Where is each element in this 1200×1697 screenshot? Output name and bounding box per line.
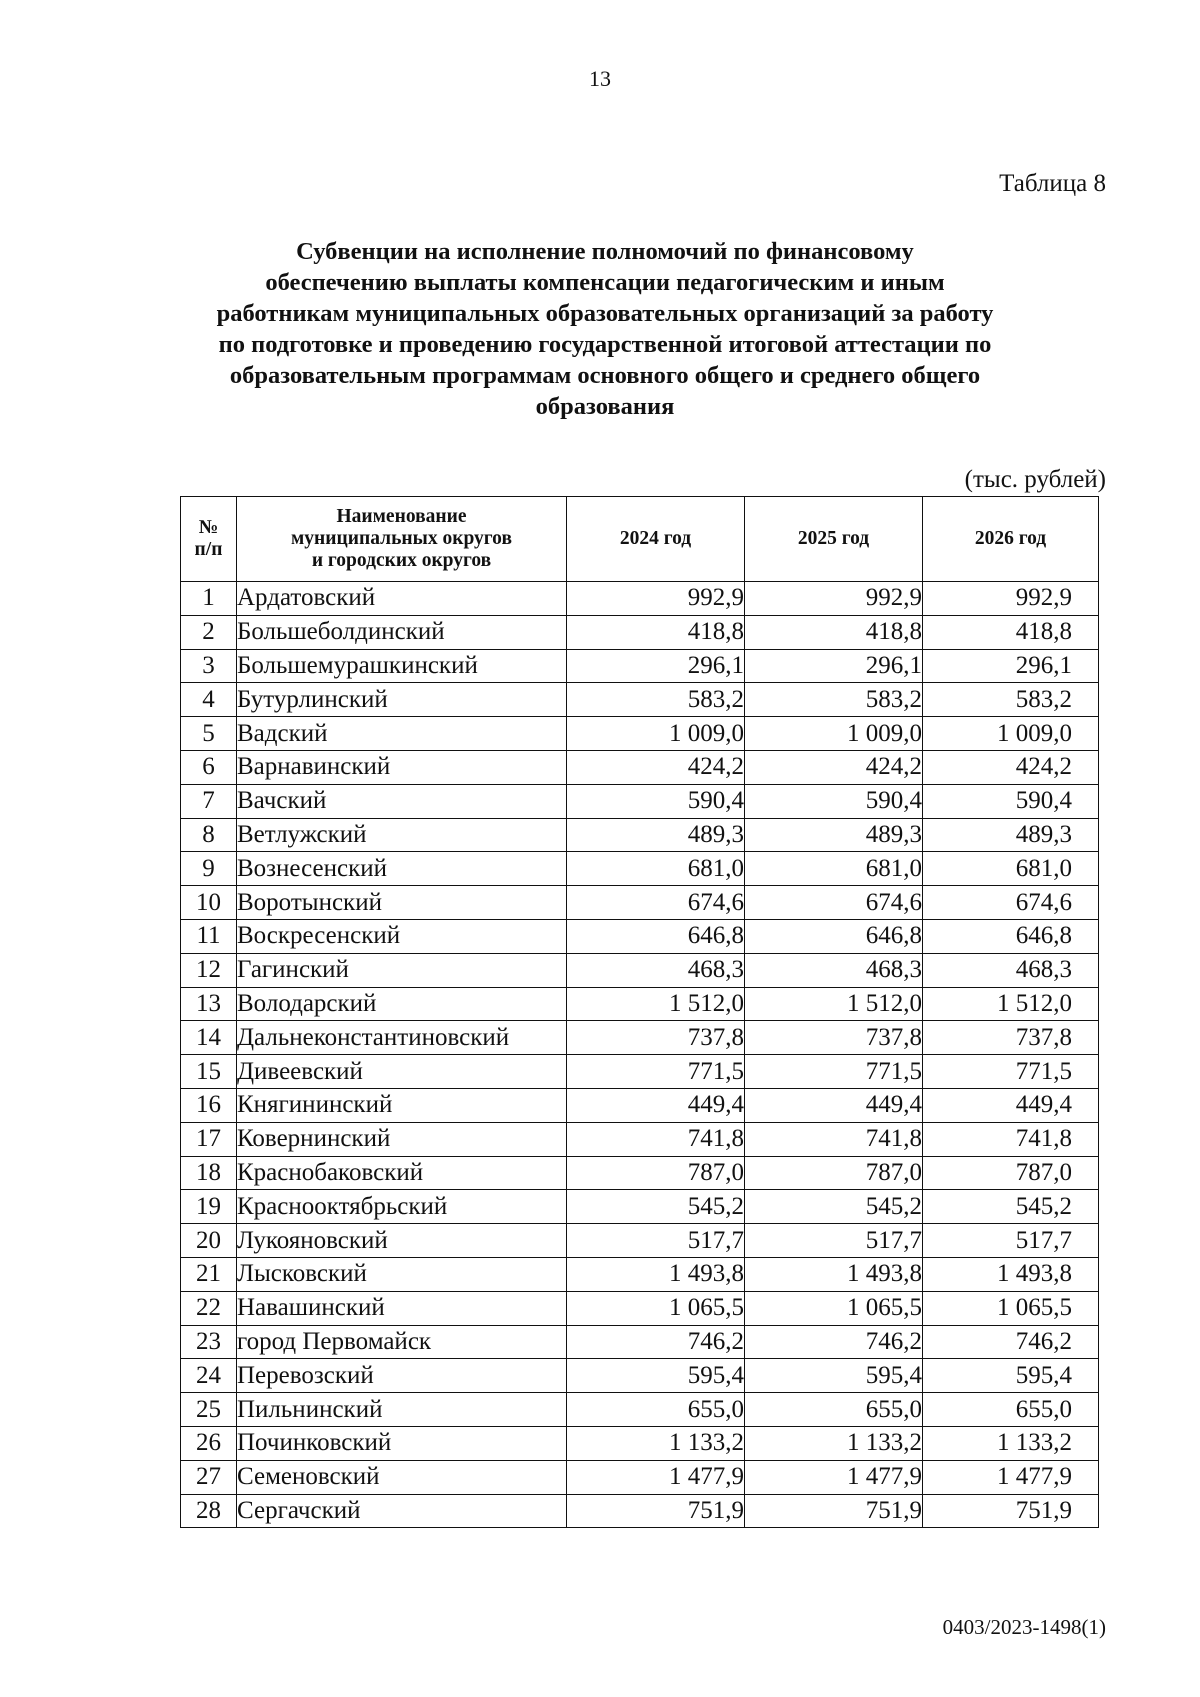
- row-number: 22: [181, 1291, 237, 1325]
- table-body: [181, 582, 1099, 1528]
- document-title: [160, 236, 1050, 422]
- value-2024: 595,4: [567, 1359, 745, 1393]
- table-row: [181, 582, 1099, 616]
- municipality-name: Перевозский: [237, 1359, 567, 1393]
- value-2025: 489,3: [745, 818, 923, 852]
- table-row: [181, 1393, 1099, 1427]
- units-label: (тыс. рублей): [964, 466, 1106, 493]
- municipality-name: Большеболдинский: [237, 615, 567, 649]
- value-2026: 1 133,2: [923, 1426, 1099, 1460]
- header-2025: 2025 год: [745, 497, 923, 582]
- municipality-name: Воскресенский: [237, 919, 567, 953]
- document-code: 0403/2023-1498(1): [942, 1615, 1106, 1639]
- table-row: [181, 784, 1099, 818]
- value-2026: 646,8: [923, 919, 1099, 953]
- value-2024: 771,5: [567, 1055, 745, 1089]
- value-2026: 449,4: [923, 1088, 1099, 1122]
- value-2025: 468,3: [745, 953, 923, 987]
- value-2025: 681,0: [745, 852, 923, 886]
- value-2025: 741,8: [745, 1122, 923, 1156]
- table-row: [181, 717, 1099, 751]
- value-2026: 1 512,0: [923, 987, 1099, 1021]
- municipality-name: Вадский: [237, 717, 567, 751]
- table-row: [181, 1088, 1099, 1122]
- header-2024: 2024 год: [567, 497, 745, 582]
- municipality-name: Лысковский: [237, 1257, 567, 1291]
- value-2024: 489,3: [567, 818, 745, 852]
- municipality-name: Ковернинский: [237, 1122, 567, 1156]
- table-row: [181, 886, 1099, 920]
- municipality-name: Сергачский: [237, 1494, 567, 1528]
- value-2026: 545,2: [923, 1190, 1099, 1224]
- value-2025: 1 512,0: [745, 987, 923, 1021]
- value-2024: 583,2: [567, 683, 745, 717]
- row-number: 20: [181, 1224, 237, 1258]
- municipality-name: Дальнеконстантиновский: [237, 1021, 567, 1055]
- row-number: 10: [181, 886, 237, 920]
- header-name: [237, 497, 567, 582]
- value-2024: 1 065,5: [567, 1291, 745, 1325]
- value-2026: 787,0: [923, 1156, 1099, 1190]
- municipality-name: Семеновский: [237, 1460, 567, 1494]
- value-2026: 655,0: [923, 1393, 1099, 1427]
- table-row: [181, 750, 1099, 784]
- value-2024: 741,8: [567, 1122, 745, 1156]
- title-line: работникам муниципальных образовательных организаций за работу: [216, 300, 994, 327]
- value-2025: 655,0: [745, 1393, 923, 1427]
- value-2024: 646,8: [567, 919, 745, 953]
- value-2024: 1 133,2: [567, 1426, 745, 1460]
- value-2024: 424,2: [567, 750, 745, 784]
- municipality-name: Лукояновский: [237, 1224, 567, 1258]
- municipality-name: Воротынский: [237, 886, 567, 920]
- row-number: 26: [181, 1426, 237, 1460]
- table-row: [181, 919, 1099, 953]
- table-row: [181, 1224, 1099, 1258]
- value-2025: 737,8: [745, 1021, 923, 1055]
- municipality-name: Вачский: [237, 784, 567, 818]
- value-2026: 737,8: [923, 1021, 1099, 1055]
- title-line: по подготовке и проведению государственной итоговой аттестации по: [218, 331, 992, 358]
- row-number: 1: [181, 582, 237, 616]
- row-number: 5: [181, 717, 237, 751]
- row-number: 8: [181, 818, 237, 852]
- value-2026: 681,0: [923, 852, 1099, 886]
- value-2024: 1 009,0: [567, 717, 745, 751]
- value-2025: 1 133,2: [745, 1426, 923, 1460]
- value-2026: 992,9: [923, 582, 1099, 616]
- value-2024: 418,8: [567, 615, 745, 649]
- table-row: [181, 953, 1099, 987]
- table-row: [181, 987, 1099, 1021]
- value-2026: 590,4: [923, 784, 1099, 818]
- value-2026: 418,8: [923, 615, 1099, 649]
- table-row: [181, 1494, 1099, 1528]
- row-number: 12: [181, 953, 237, 987]
- value-2024: 746,2: [567, 1325, 745, 1359]
- value-2026: 741,8: [923, 1122, 1099, 1156]
- title-line: Субвенции на исполнение полномочий по финансовому: [296, 238, 914, 265]
- value-2024: 449,4: [567, 1088, 745, 1122]
- row-number: 14: [181, 1021, 237, 1055]
- value-2026: 1 493,8: [923, 1257, 1099, 1291]
- value-2026: 468,3: [923, 953, 1099, 987]
- table-row: [181, 1359, 1099, 1393]
- value-2025: 545,2: [745, 1190, 923, 1224]
- municipality-name: город Первомайск: [237, 1325, 567, 1359]
- municipality-name: Ветлужский: [237, 818, 567, 852]
- value-2025: 787,0: [745, 1156, 923, 1190]
- table-row: [181, 1021, 1099, 1055]
- value-2024: 296,1: [567, 649, 745, 683]
- municipality-name: Гагинский: [237, 953, 567, 987]
- row-number: 16: [181, 1088, 237, 1122]
- value-2025: 424,2: [745, 750, 923, 784]
- value-2025: 449,4: [745, 1088, 923, 1122]
- table-row: [181, 649, 1099, 683]
- value-2024: 1 477,9: [567, 1460, 745, 1494]
- row-number: 23: [181, 1325, 237, 1359]
- value-2024: 681,0: [567, 852, 745, 886]
- value-2024: 674,6: [567, 886, 745, 920]
- header-name-line: муниципальных округов: [291, 528, 512, 549]
- table-row: [181, 818, 1099, 852]
- value-2026: 424,2: [923, 750, 1099, 784]
- row-number: 28: [181, 1494, 237, 1528]
- table-row: [181, 1055, 1099, 1089]
- table-row: [181, 1190, 1099, 1224]
- value-2025: 746,2: [745, 1325, 923, 1359]
- municipality-name: Дивеевский: [237, 1055, 567, 1089]
- header-number: [181, 497, 237, 582]
- value-2026: 1 065,5: [923, 1291, 1099, 1325]
- value-2025: 1 065,5: [745, 1291, 923, 1325]
- municipality-name: Варнавинский: [237, 750, 567, 784]
- row-number: 6: [181, 750, 237, 784]
- value-2026: 771,5: [923, 1055, 1099, 1089]
- row-number: 18: [181, 1156, 237, 1190]
- header-name-line: и городских округов: [311, 550, 492, 571]
- title-line: обеспечению выплаты компенсации педагогическим и иным: [265, 269, 945, 296]
- table-row: [181, 1325, 1099, 1359]
- value-2026: 751,9: [923, 1494, 1099, 1528]
- row-number: 2: [181, 615, 237, 649]
- value-2024: 737,8: [567, 1021, 745, 1055]
- value-2026: 746,2: [923, 1325, 1099, 1359]
- value-2026: 1 477,9: [923, 1460, 1099, 1494]
- row-number: 21: [181, 1257, 237, 1291]
- row-number: 11: [181, 919, 237, 953]
- table-row: [181, 852, 1099, 886]
- municipality-name: Бутурлинский: [237, 683, 567, 717]
- row-number: 25: [181, 1393, 237, 1427]
- table-row: [181, 1291, 1099, 1325]
- value-2024: 468,3: [567, 953, 745, 987]
- table-row: [181, 1426, 1099, 1460]
- value-2025: 646,8: [745, 919, 923, 953]
- value-2024: 545,2: [567, 1190, 745, 1224]
- municipality-name: Ардатовский: [237, 582, 567, 616]
- table-row: [181, 1156, 1099, 1190]
- header-2026: 2026 год: [923, 497, 1099, 582]
- row-number: 19: [181, 1190, 237, 1224]
- value-2024: 517,7: [567, 1224, 745, 1258]
- row-number: 13: [181, 987, 237, 1021]
- row-number: 17: [181, 1122, 237, 1156]
- header-number-line: п/п: [194, 539, 223, 560]
- table-row: [181, 1122, 1099, 1156]
- page-number: 13: [589, 66, 611, 91]
- municipality-name: Краснооктябрьский: [237, 1190, 567, 1224]
- row-number: 9: [181, 852, 237, 886]
- value-2025: 418,8: [745, 615, 923, 649]
- value-2025: 1 493,8: [745, 1257, 923, 1291]
- table-row: [181, 1257, 1099, 1291]
- value-2025: 296,1: [745, 649, 923, 683]
- municipality-name: Навашинский: [237, 1291, 567, 1325]
- value-2025: 674,6: [745, 886, 923, 920]
- value-2024: 992,9: [567, 582, 745, 616]
- value-2025: 1 009,0: [745, 717, 923, 751]
- subventions-table: [180, 496, 1099, 1528]
- row-number: 3: [181, 649, 237, 683]
- row-number: 15: [181, 1055, 237, 1089]
- value-2024: 1 493,8: [567, 1257, 745, 1291]
- value-2025: 992,9: [745, 582, 923, 616]
- value-2024: 787,0: [567, 1156, 745, 1190]
- value-2025: 590,4: [745, 784, 923, 818]
- row-number: 4: [181, 683, 237, 717]
- table-row: [181, 683, 1099, 717]
- value-2025: 771,5: [745, 1055, 923, 1089]
- municipality-name: Краснобаковский: [237, 1156, 567, 1190]
- municipality-name: Володарский: [237, 987, 567, 1021]
- value-2025: 595,4: [745, 1359, 923, 1393]
- value-2025: 583,2: [745, 683, 923, 717]
- table-row: [181, 1460, 1099, 1494]
- table-label: Таблица 8: [999, 170, 1106, 197]
- value-2026: 1 009,0: [923, 717, 1099, 751]
- municipality-name: Вознесенский: [237, 852, 567, 886]
- value-2025: 751,9: [745, 1494, 923, 1528]
- table-header-row: [181, 497, 1099, 582]
- value-2025: 517,7: [745, 1224, 923, 1258]
- municipality-name: Большемурашкинский: [237, 649, 567, 683]
- municipality-name: Починковский: [237, 1426, 567, 1460]
- value-2024: 590,4: [567, 784, 745, 818]
- row-number: 27: [181, 1460, 237, 1494]
- municipality-name: Княгининский: [237, 1088, 567, 1122]
- value-2026: 517,7: [923, 1224, 1099, 1258]
- header-number-line: №: [198, 517, 219, 538]
- value-2025: 1 477,9: [745, 1460, 923, 1494]
- table-row: [181, 615, 1099, 649]
- row-number: 7: [181, 784, 237, 818]
- value-2026: 583,2: [923, 683, 1099, 717]
- value-2024: 655,0: [567, 1393, 745, 1427]
- municipality-name: Пильнинский: [237, 1393, 567, 1427]
- title-line: образования: [535, 393, 675, 420]
- value-2026: 489,3: [923, 818, 1099, 852]
- value-2024: 1 512,0: [567, 987, 745, 1021]
- row-number: 24: [181, 1359, 237, 1393]
- value-2026: 674,6: [923, 886, 1099, 920]
- value-2026: 595,4: [923, 1359, 1099, 1393]
- value-2026: 296,1: [923, 649, 1099, 683]
- title-line: образовательным программам основного общего и среднего общего: [229, 362, 981, 389]
- header-name-line: Наименование: [336, 506, 467, 527]
- value-2024: 751,9: [567, 1494, 745, 1528]
